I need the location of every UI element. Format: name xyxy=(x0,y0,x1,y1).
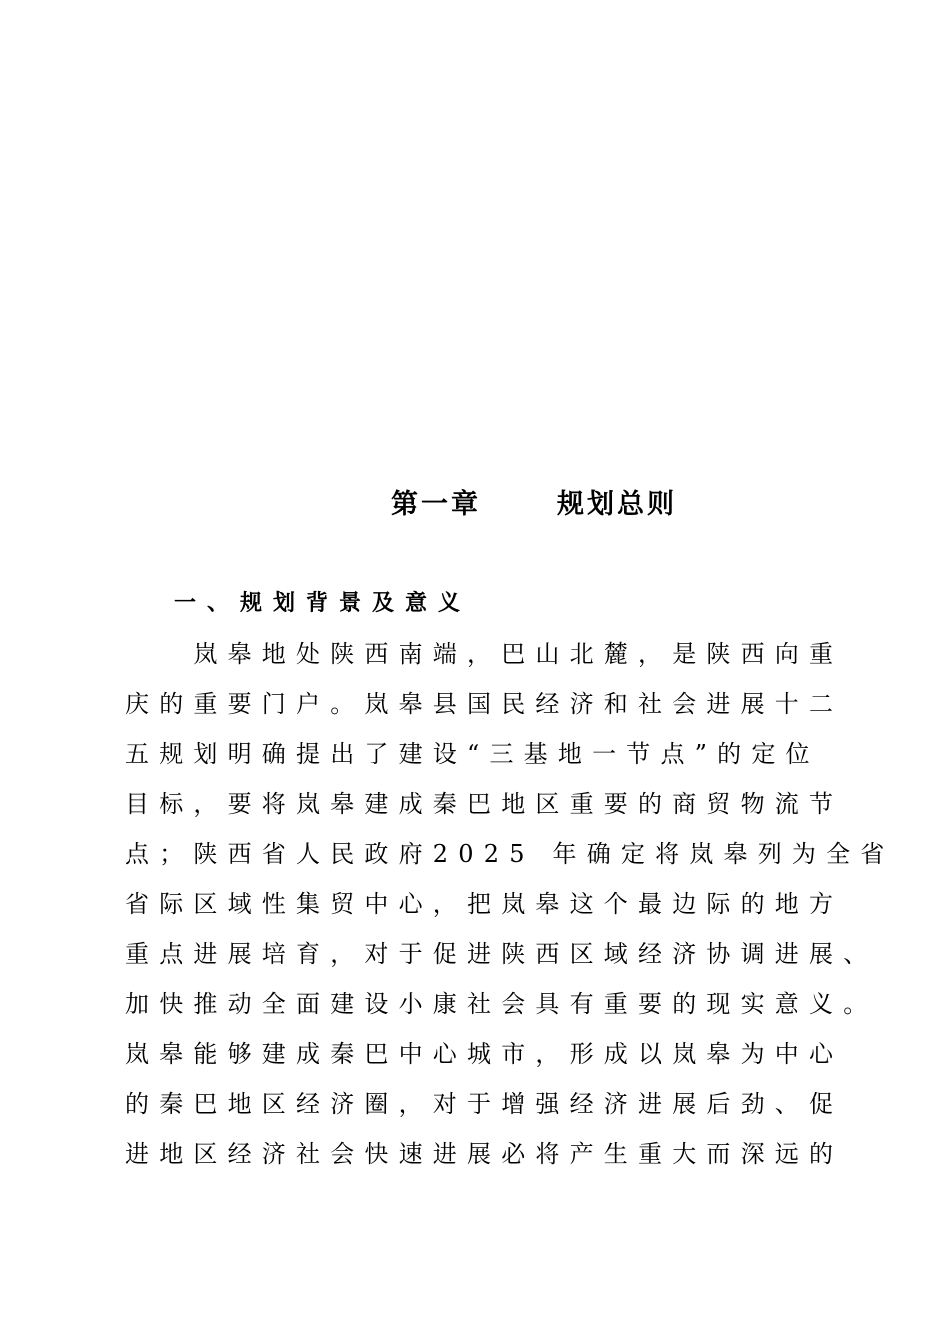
chapter-name: 规划总则 xyxy=(557,489,677,520)
body-line: 庆的重要门户。岚皋县国民经济和社会进展十二 xyxy=(125,690,844,718)
body-line: 岚皋地处陕西南端，巴山北麓，是陕西向重 xyxy=(125,640,844,668)
body-line: 点；陕西省人民政府2025 年确定将岚皋列为全省 xyxy=(125,840,895,868)
body-line: 省际区域性集贸中心，把岚皋这个最边际的地方 xyxy=(125,890,844,918)
body-line: 的秦巴地区经济圈，对于增强经济进展后劲、促 xyxy=(125,1090,844,1118)
body-line: 目标，要将岚皋建成秦巴地区重要的商贸物流节 xyxy=(125,790,844,818)
section-heading: 一、规划背景及意义 xyxy=(174,591,472,616)
chapter-number: 第一章 xyxy=(391,489,481,520)
body-line: 进地区经济社会快速进展必将产生重大而深远的 xyxy=(125,1140,844,1168)
body-line: 五规划明确提出了建设“三基地一节点”的定位 xyxy=(125,740,820,768)
body-line: 岚皋能够建成秦巴中心城市，形成以岚皋为中心 xyxy=(125,1040,844,1068)
body-line: 加快推动全面建设小康社会具有重要的现实意义。 xyxy=(125,990,878,1018)
body-line: 重点进展培育，对于促进陕西区域经济协调进展、 xyxy=(125,940,878,968)
